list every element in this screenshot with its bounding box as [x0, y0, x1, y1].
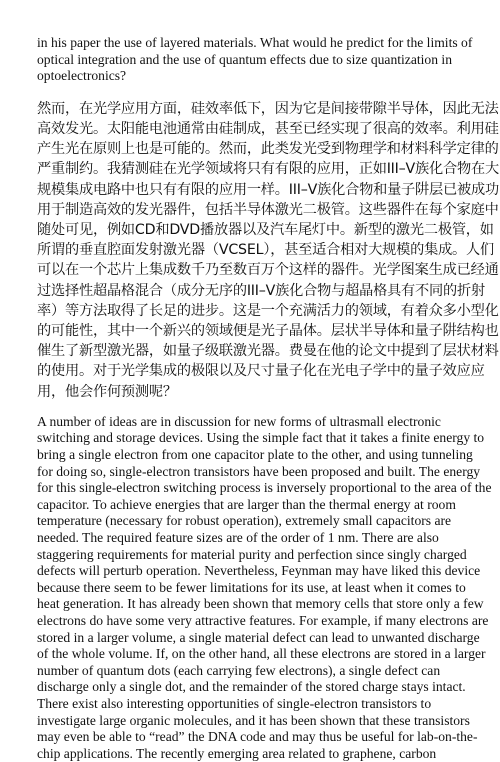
text-line: 所谓的垂直腔面发射激光器（VCSEL），甚至适合相对大规模的集成。人们 — [37, 242, 495, 259]
text-line: in his paper the use of layered materials. What would he predict for the limits of — [37, 35, 473, 50]
text-line: 用于制造高效的发光器件，包括半导体激光二极管。这些器件在每个家庭中 — [37, 201, 499, 218]
text-line: optical integration and the use of quantum effects due to size quantization in — [37, 51, 452, 67]
text-line: may even be able to “read” the DNA code and may thus be useful for lab-on-the- — [37, 729, 478, 745]
text-line: 严重制约。我猜测硅在光学领域将只有有限的应用，正如III–V族化合物在大 — [37, 161, 499, 178]
text-line: 可以在一个芯片上集成数千乃至数百万个这样的器件。光学图案生成已经通 — [37, 262, 499, 279]
text-line: optoelectronics? — [37, 68, 127, 84]
text-line: There exist also interesting opportunities of single-electron transistors to — [37, 695, 432, 711]
text-line: because there seem to be fewer limitations for its use, at least when it comes to — [37, 579, 466, 595]
text-line: capacitor. To achieve energies that are larger than the thermal energy at room — [37, 496, 456, 512]
text-line: 的使用。对于光学集成的极限以及尺寸量子化在光电子学中的量子效应应 — [37, 363, 485, 380]
text-line: 催生了新型激光器，如量子级联激光器。费曼在他的论文中提到了层状材料 — [37, 343, 499, 360]
text-line: 的可能性，其中一个新兴的领域便是光子晶体。层状半导体和量子阱结构也 — [37, 323, 499, 340]
text-line: temperature (necessary for robust operation), extremely small capacitors are — [37, 513, 452, 529]
document-page — [37, 35, 499, 762]
text-line: chip applications. The recently emerging area related to graphene, carbon — [37, 745, 437, 761]
text-line: bring a single electron from one capacitor plate to the other, and using tunneling — [37, 447, 473, 463]
text-line: investigate large organic molecules, and it has been shown that these transistors — [37, 712, 470, 728]
text-line: 产生光在原则上也是可能的。然而，此类发光受到物理学和材料科学定律的 — [37, 141, 499, 158]
text-line: defects will perturb operation. Nevertheless, Feynman may have liked this device — [37, 563, 481, 579]
text-line: switching and storage devices. Using the simple fact that it takes a finite energy to — [37, 430, 485, 446]
text-line: staggering requirements for material purity and perfection since singly charged — [37, 546, 467, 562]
text-line: electrons do have some very attractive features. For example, if many electrons are — [37, 612, 489, 628]
text-line: needed. The required feature sizes are of the order of 1 nm. There are also — [37, 529, 439, 545]
text-line: discharge only a single dot, and the remainder of the stored charge stays intact. — [37, 679, 466, 695]
text-line: stored in a larger volume, a single material defect can lead to unwanted discharge — [37, 629, 480, 645]
text-line: 然而，在光学应用方面，硅效率低下，因为它是间接带隙半导体，因此无法 — [37, 100, 499, 117]
text-line: of the whole volume. If, on the other hand, all these electrons are stored in a larger — [37, 646, 486, 662]
text-line: number of quantum dots (each carrying few electrons), a single defect can — [37, 662, 441, 678]
body-paragraph — [37, 413, 492, 762]
text-line: heat generation. It has already been shown that memory cells that store only a few — [37, 596, 484, 612]
intro-question-paragraph — [37, 35, 473, 85]
text-line: 随处可见，例如CD和DVD播放器以及汽车尾灯中。新型的激光二极管，如 — [37, 222, 494, 238]
text-line: 率）等方法取得了长足的进步。这是一个充满活力的领域，有着众多小型化 — [37, 302, 499, 319]
text-line: 规模集成电路中也只有有限的应用一样。III–V族化合物和量子阱层已被成功 — [37, 181, 499, 198]
text-line: for this single-electron switching process is inversely proportional to the area of the — [37, 480, 492, 496]
text-line: A number of ideas are in discussion for new forms of ultrasmall electronic — [37, 413, 441, 429]
chinese-translation-paragraph — [37, 99, 499, 402]
text-line: for doing so, single-electron transistors have been proposed and built. The energy — [37, 463, 481, 479]
text-line: 用，他会作何预测呢？ — [37, 383, 177, 400]
text-line: 高效发光。太阳能电池通常由硅制成，甚至已经实现了很高的效率。利用硅 — [37, 120, 499, 137]
text-line: 过选择性超晶格混合（成分无序的III–V族化合物与超晶格具有不同的折射 — [37, 282, 485, 299]
